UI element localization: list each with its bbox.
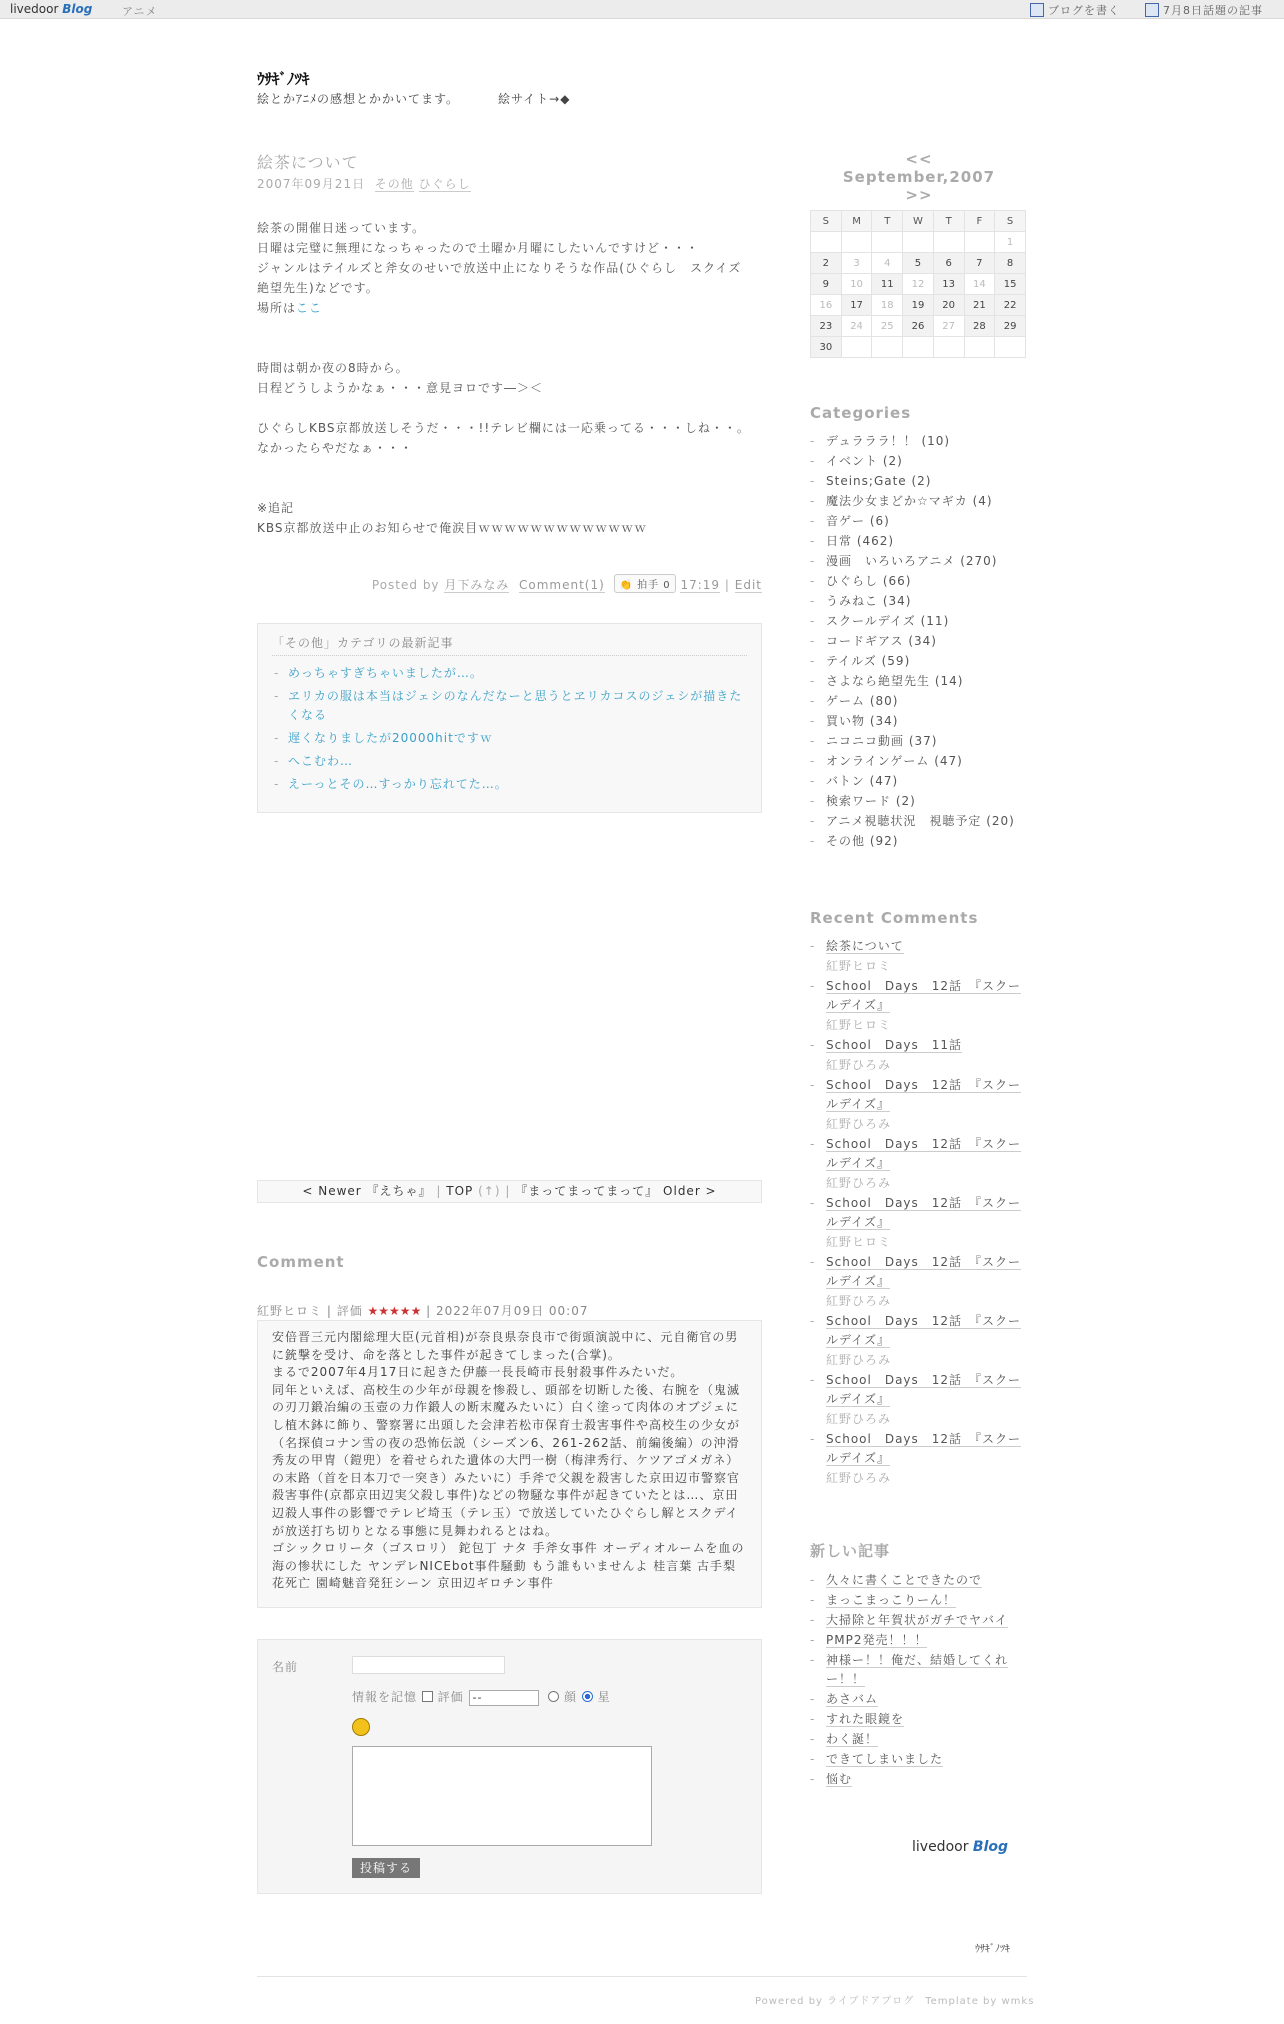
footer-credits: Powered by ライブドアブログ Template by wmks [755, 1996, 1035, 2007]
new-posts-list [810, 1571, 1028, 1789]
calendar-day: 14 [964, 274, 995, 295]
calendar-day[interactable]: 22 [995, 295, 1026, 316]
calendar-empty-cell [964, 337, 995, 358]
body-line: なかったらやだなぁ・・・ [257, 441, 414, 455]
new-post-item[interactable] [810, 1631, 1028, 1650]
calendar-day-header: T [872, 211, 903, 232]
calendar-day[interactable]: 5 [903, 253, 934, 274]
recent-comment-post[interactable] [810, 1076, 1028, 1114]
calendar-empty-cell [933, 232, 964, 253]
related-post-link[interactable]: ヱリカの服は本当はジェシのなんだなーと思うとヱリカコスのジェシが描きたくなる [288, 689, 743, 722]
calendar-icon [1145, 3, 1159, 17]
body-line: 絵茶の開催日迷っています。 [257, 221, 426, 235]
category-item[interactable]: - 漫画 いろいろアニメ (270) [810, 552, 1028, 571]
recent-comment-author: 紅野ひろみ [826, 1294, 892, 1308]
body-line: KBS京都放送中止のお知らせで俺涙目ｗｗｗｗｗｗｗｗｗｗｗｗｗ [257, 521, 648, 535]
rating-stars-icon: ★★★★★ [367, 1304, 422, 1318]
livedoor-blog-logo[interactable] [912, 1839, 1008, 1855]
related-post-link[interactable]: 遅くなりましたが20000hitですｗ [288, 731, 493, 745]
categories-heading: Categories [810, 404, 912, 422]
remember-label: 情報を記憶 [352, 1690, 418, 1704]
list-item[interactable] [272, 752, 747, 771]
entry-body [257, 218, 762, 538]
site-description: 絵とかｱﾆﾒの感想とかかいてます。 [257, 92, 460, 106]
body-line: 日程どうしようかなぁ・・・意見ヨロです―＞＜ [257, 381, 544, 395]
calendar-day: 12 [903, 274, 934, 295]
new-post-item[interactable] [810, 1750, 1028, 1769]
clap-label: 拍手 [637, 580, 660, 591]
category-item[interactable]: - コードギアス (34) [810, 632, 1028, 651]
related-post-link[interactable]: えーっとその…すっかり忘れてた…。 [288, 777, 508, 791]
category-item[interactable]: - バトン (47) [810, 772, 1028, 791]
place-prefix: 場所は [257, 301, 297, 315]
entry-date: 2007年09月21日 [257, 177, 366, 191]
face-radio-label: 顔 [563, 1690, 577, 1704]
recent-comment-author: 紅野ひろみ [826, 1471, 892, 1485]
calendar-day-header: S [995, 211, 1026, 232]
calendar-day: 3 [841, 253, 872, 274]
category-item[interactable]: - オンラインゲーム (47) [810, 752, 1028, 771]
recent-comment-post-link[interactable]: School Days 12話 『スクールデイズ』 [826, 979, 1022, 1012]
recent-comment-author: 紅野ヒロミ [826, 959, 892, 973]
comment-options [352, 1688, 611, 1706]
clap-count: 0 [663, 580, 671, 591]
calendar-day: 1 [995, 232, 1026, 253]
new-post-link[interactable]: 神様ー！！俺だ、結婚してくれー！！ [826, 1653, 1009, 1686]
category-item[interactable]: - 日常 (462) [810, 532, 1028, 551]
new-post-link[interactable]: できてしまいました [826, 1752, 944, 1766]
calendar-empty-cell [811, 232, 842, 253]
calendar-day-header: S [811, 211, 842, 232]
body-line: 時間は朝か夜の8時から。 [257, 361, 409, 375]
recent-comment-post[interactable] [810, 1036, 1028, 1055]
list-item[interactable] [272, 687, 747, 725]
calendar-empty-cell [903, 232, 934, 253]
category-item[interactable]: - 音ゲー (6) [810, 512, 1028, 531]
body-line: ジャンルはテイルズと斧女のせいで放送中止になりそうな作品(ひぐらし スクイズ [257, 261, 742, 275]
livedoor-top-bar [0, 0, 1284, 19]
category-item[interactable]: - ニコニコ動画 (37) [810, 732, 1028, 751]
entry-footer: Posted by 月下みなみ Comment(1) 👏 拍手 0 17:19 | Edit [257, 574, 762, 593]
rating-label: 評価 [336, 1304, 363, 1318]
calendar-next-link[interactable]: >> [905, 186, 933, 204]
illustration-site-link[interactable]: 絵サイト→◆ [498, 92, 571, 106]
body-line [257, 298, 762, 318]
calendar-day[interactable]: 2 [811, 253, 842, 274]
category-item[interactable]: - 検索ワード (2) [810, 792, 1028, 811]
comment-form [257, 1639, 762, 1894]
name-input[interactable] [352, 1656, 505, 1674]
recent-comment-post[interactable] [810, 1430, 1028, 1468]
calendar-day: 25 [872, 316, 903, 337]
top-link[interactable]: TOP [446, 1184, 474, 1198]
calendar-day: 24 [841, 316, 872, 337]
new-post-link[interactable]: 悩む [826, 1772, 853, 1786]
calendar-prev-link[interactable]: << [905, 150, 933, 168]
calendar-day[interactable]: 21 [964, 295, 995, 316]
new-post-link[interactable]: わく誕！ [826, 1732, 879, 1746]
calendar-day[interactable]: 8 [995, 253, 1026, 274]
category-item[interactable]: - イベント (2) [810, 452, 1028, 471]
recent-comment-author: 紅野ひろみ [826, 1117, 892, 1131]
rating-select-value: -- [472, 1691, 483, 1704]
calendar-day[interactable]: 20 [933, 295, 964, 316]
entry-title[interactable]: 絵茶について [257, 153, 359, 172]
calendar-day: 4 [872, 253, 903, 274]
calendar-day: 10 [841, 274, 872, 295]
calendar-day-header: M [841, 211, 872, 232]
footer-logo-blog: Blog [972, 1839, 1009, 1855]
topic-articles-label: 7月8日話題の記事 [1163, 4, 1263, 17]
place-link[interactable]: ここ [296, 301, 323, 315]
calendar-day[interactable]: 29 [995, 316, 1026, 337]
star-radio-label: 星 [597, 1690, 611, 1704]
category-item[interactable]: - その他 (92) [810, 832, 1028, 851]
comment-count-link[interactable]: Comment(1) [519, 578, 605, 592]
recent-comment-author: 紅野ヒロミ [826, 1018, 892, 1032]
recent-comment-post[interactable] [810, 937, 1028, 956]
calendar-day[interactable]: 11 [872, 274, 903, 295]
author-link[interactable]: 月下みなみ [444, 578, 510, 592]
livedoor-logo[interactable] [10, 2, 92, 16]
recent-comment-post-link[interactable]: School Days 11話 [826, 1038, 963, 1052]
newer-post-link[interactable]: < Newer 『えちゃ』 [302, 1184, 432, 1198]
comment-paragraph: ゴシックロリータ（ゴスロリ） 鉈包丁 ナタ 手斧女事件 オーディオルームを血の海の惨状にした ヤンデレNICEbot事件騒動 もう誰もいませんよ 桂言葉 古手梨花死亡 園崎魅音発狂シーン 京田辺ギロチン事件 [272, 1541, 745, 1591]
new-post-link[interactable]: 久々に書くことできたので [826, 1573, 983, 1587]
category-item[interactable]: - テイルズ (59) [810, 652, 1028, 671]
write-blog-label: ブログを書く [1048, 4, 1120, 17]
calendar-day-header: W [903, 211, 934, 232]
older-post-link[interactable]: 『まってまってまって』 Older > [515, 1184, 717, 1198]
comment-paragraph: 同年といえば、高校生の少年が母親を惨殺し、頭部を切断した後、右腕を（鬼滅の刃刀鍛冶編の玉壺の力作鍛人の断末魔みたいに）白く塗って肉体のオブジェにし植木鉢に飾り、警察署に出頭した会津若松市保育士殺害事件や高校生の少女が（名探偵コナン雪の夜の恐怖伝説（シーズン6、261-262話、前編後編）の沖滑秀友の甲冑（鎧兜）を着せられた遺体の大門一樹（梅津秀行、ケツアゴメガネ）の末路（首を日本刀で一突き）みたいに）手斧で父親を殺害した京田辺市警察官殺害事件(京都京田辺実父殺し事件)などの物騒な事件が起きていたとは…、京田辺殺人事件の影響でテレビ埼玉（テレ玉）で放送していたひぐらし解とスクデイが放送打ち切りとなる事態に見舞われるとはね。 [272, 1382, 741, 1538]
new-post-item[interactable] [810, 1710, 1028, 1729]
topic-articles-link[interactable] [1145, 2, 1263, 18]
category-item[interactable]: - 魔法少女まどか☆マギカ (4) [810, 492, 1028, 511]
new-post-item[interactable] [810, 1690, 1028, 1709]
sidebar [810, 150, 1028, 1790]
calendar-day[interactable]: 9 [811, 274, 842, 295]
recent-comment-post-link[interactable]: 絵茶について [826, 939, 904, 953]
recent-comment-post-link[interactable]: School Days 12話 『スクールデイズ』 [826, 1432, 1022, 1465]
new-post-item[interactable] [810, 1571, 1028, 1590]
calendar-day-header: T [933, 211, 964, 232]
new-post-item[interactable] [810, 1611, 1028, 1630]
calendar-day-header: F [964, 211, 995, 232]
calendar-empty-cell [903, 337, 934, 358]
recent-comment-post-link[interactable]: School Days 12話 『スクールデイズ』 [826, 1196, 1022, 1229]
remember-checkbox[interactable] [422, 1691, 433, 1702]
rating-select-label: 評価 [437, 1690, 464, 1704]
category-item[interactable]: - Steins;Gate (2) [810, 472, 1028, 491]
calendar-day[interactable]: 19 [903, 295, 934, 316]
new-post-link[interactable]: PMP2発売！！！ [826, 1633, 928, 1647]
body-line: ひぐらしKBS京都放送しそうだ・・・!!テレビ欄には一応乗ってる・・・しね・・。 [257, 421, 750, 435]
calendar-day[interactable]: 30 [811, 337, 842, 358]
logo-blog-text: Blog [62, 2, 93, 16]
category-item[interactable]: - スクールデイズ (11) [810, 612, 1028, 631]
logo-text: livedoor [10, 2, 59, 16]
new-post-item[interactable] [810, 1591, 1028, 1610]
category-box-heading: 「その他」カテゴリの最新記事 [272, 634, 747, 656]
category-link-other[interactable]: その他 [374, 177, 414, 191]
clap-button[interactable] [614, 574, 675, 593]
recent-comment-post[interactable] [810, 1253, 1028, 1291]
calendar-day[interactable]: 6 [933, 253, 964, 274]
footer-divider [257, 1976, 1027, 1977]
related-post-link[interactable]: めっちゃすぎちゃいましたが…。 [288, 666, 483, 680]
category-item[interactable]: - うみねこ (34) [810, 592, 1028, 611]
recent-comment-post-link[interactable]: School Days 12話 『スクールデイズ』 [826, 1078, 1022, 1111]
calendar-day: 27 [933, 316, 964, 337]
comment-body [257, 1320, 762, 1608]
new-post-link[interactable]: すれた眼鏡を [826, 1712, 905, 1726]
calendar-day[interactable]: 26 [903, 316, 934, 337]
comment-paragraph: 安倍晋三元内閣総理大臣(元首相)が奈良県奈良市で街頭演説中に、元自衛官の男に銃撃を受け、命を落とした事件が起きてしまった(合掌)。 [272, 1330, 739, 1362]
permalink-time[interactable]: 17:19 [680, 578, 721, 592]
name-label: 名前 [272, 1660, 299, 1674]
top-arrow: (↑) [478, 1184, 501, 1198]
entry-pager: < Newer 『えちゃ』 | TOP (↑) | 『まってまってまって』 Older > [257, 1180, 762, 1203]
calendar-empty-cell [872, 232, 903, 253]
recent-comment-post[interactable] [810, 1194, 1028, 1232]
recent-comment-author: 紅野ひろみ [826, 1353, 892, 1367]
categories-list [810, 432, 1028, 851]
face-radio[interactable] [548, 1691, 559, 1702]
category-item[interactable]: - ひぐらし (66) [810, 572, 1028, 591]
category-item[interactable]: - ゲーム (80) [810, 692, 1028, 711]
recent-comment-author: 紅野ひろみ [826, 1176, 892, 1190]
category-latest-box [257, 623, 762, 813]
calendar-day[interactable]: 15 [995, 274, 1026, 295]
calendar-day: 18 [872, 295, 903, 316]
comment-meta: 紅野ヒロミ | 評価 ★★★★★ | 2022年07月09日 00:07 [257, 1304, 589, 1318]
recent-comment-post-link[interactable]: School Days 12話 『スクールデイズ』 [826, 1314, 1022, 1347]
main-column [257, 150, 762, 813]
recent-comments-list [810, 937, 1028, 1488]
category-item[interactable]: - さよなら絶望先生 (14) [810, 672, 1028, 691]
calendar-day[interactable]: 13 [933, 274, 964, 295]
calendar [810, 210, 1026, 358]
comments-heading: Comment [257, 1253, 345, 1271]
recent-comment-post[interactable] [810, 1135, 1028, 1173]
category-link-higurashi[interactable]: ひぐらし [418, 177, 471, 191]
body-line: 絶望先生)などです。 [257, 281, 379, 295]
list-item[interactable] [272, 775, 747, 794]
recent-comment-post-link[interactable]: School Days 12話 『スクールデイズ』 [826, 1137, 1022, 1170]
recent-comment-post[interactable] [810, 1312, 1028, 1350]
list-item[interactable] [272, 729, 747, 748]
posted-by-label: Posted by [371, 578, 440, 592]
comment-textarea[interactable] [352, 1746, 652, 1846]
category-item[interactable]: - アニメ視聴状況 視聴予定 (20) [810, 812, 1028, 831]
calendar-empty-cell [964, 232, 995, 253]
recent-comment-post-link[interactable]: School Days 12話 『スクールデイズ』 [826, 1255, 1022, 1288]
category-item[interactable]: - デュラララ！！ (10) [810, 432, 1028, 451]
calendar-empty-cell [933, 337, 964, 358]
calendar-empty-cell [841, 232, 872, 253]
category-item[interactable]: - 買い物 (34) [810, 712, 1028, 731]
body-line: 日曜は完璧に無理になっちゃったので土曜か月曜にしたいんですけど・・・ [257, 241, 700, 255]
new-post-item[interactable] [810, 1651, 1028, 1689]
footer-site-title[interactable]: ｳｻｷﾞﾉﾂｷ [975, 1944, 1010, 1955]
smiley-icon[interactable] [352, 1718, 370, 1736]
commenter-name: 紅野ヒロミ [257, 1304, 323, 1318]
calendar-day: 16 [811, 295, 842, 316]
new-posts-heading: 新しい記事 [810, 1542, 891, 1560]
clap-icon: 👏 [619, 580, 633, 591]
recent-comment-post-link[interactable]: School Days 12話 『スクールデイズ』 [826, 1373, 1022, 1406]
calendar-day[interactable]: 28 [964, 316, 995, 337]
site-title[interactable]: ｳｻｷﾞﾉﾂｷ [257, 70, 310, 88]
new-post-link[interactable]: あさバム [826, 1692, 879, 1706]
comment-date: 2022年07月09日 00:07 [436, 1304, 589, 1318]
genre-link[interactable]: アニメ [122, 5, 158, 18]
body-line: ※追記 [257, 501, 295, 515]
calendar-empty-cell [841, 337, 872, 358]
calendar-header [810, 150, 1028, 204]
star-radio[interactable] [582, 1691, 593, 1702]
calendar-empty-cell [872, 337, 903, 358]
calendar-day[interactable]: 7 [964, 253, 995, 274]
new-post-link[interactable]: 大掃除と年賀状がガチでヤバイ [826, 1613, 1009, 1627]
new-post-item[interactable] [810, 1730, 1028, 1749]
recent-comment-author: 紅野ひろみ [826, 1412, 892, 1426]
edit-link[interactable]: Edit [734, 578, 762, 592]
footer-logo-text: livedoor [912, 1839, 969, 1855]
recent-comments-heading: Recent Comments [810, 909, 979, 927]
recent-comment-post[interactable] [810, 1371, 1028, 1409]
calendar-day[interactable]: 23 [811, 316, 842, 337]
recent-comment-author: 紅野ひろみ [826, 1058, 892, 1072]
entry-date-line [257, 175, 762, 192]
calendar-title: September,2007 [842, 168, 996, 186]
calendar-day[interactable]: 17 [841, 295, 872, 316]
write-blog-link[interactable] [1030, 2, 1120, 18]
pencil-icon [1030, 3, 1044, 17]
submit-button[interactable]: 投稿する [352, 1858, 420, 1878]
calendar-empty-cell [995, 337, 1026, 358]
recent-comment-author: 紅野ヒロミ [826, 1235, 892, 1249]
rating-select[interactable] [469, 1690, 539, 1706]
related-post-link[interactable]: へこむわ… [288, 754, 354, 768]
recent-comment-post[interactable] [810, 977, 1028, 1015]
list-item[interactable] [272, 664, 747, 683]
new-post-item[interactable] [810, 1770, 1028, 1789]
new-post-link[interactable]: まっこまっこりーん！ [826, 1593, 957, 1607]
comment-paragraph: まるで2007年4月17日に起きた伊藤一長長崎市長射殺事件みたいだ。 [272, 1365, 684, 1380]
